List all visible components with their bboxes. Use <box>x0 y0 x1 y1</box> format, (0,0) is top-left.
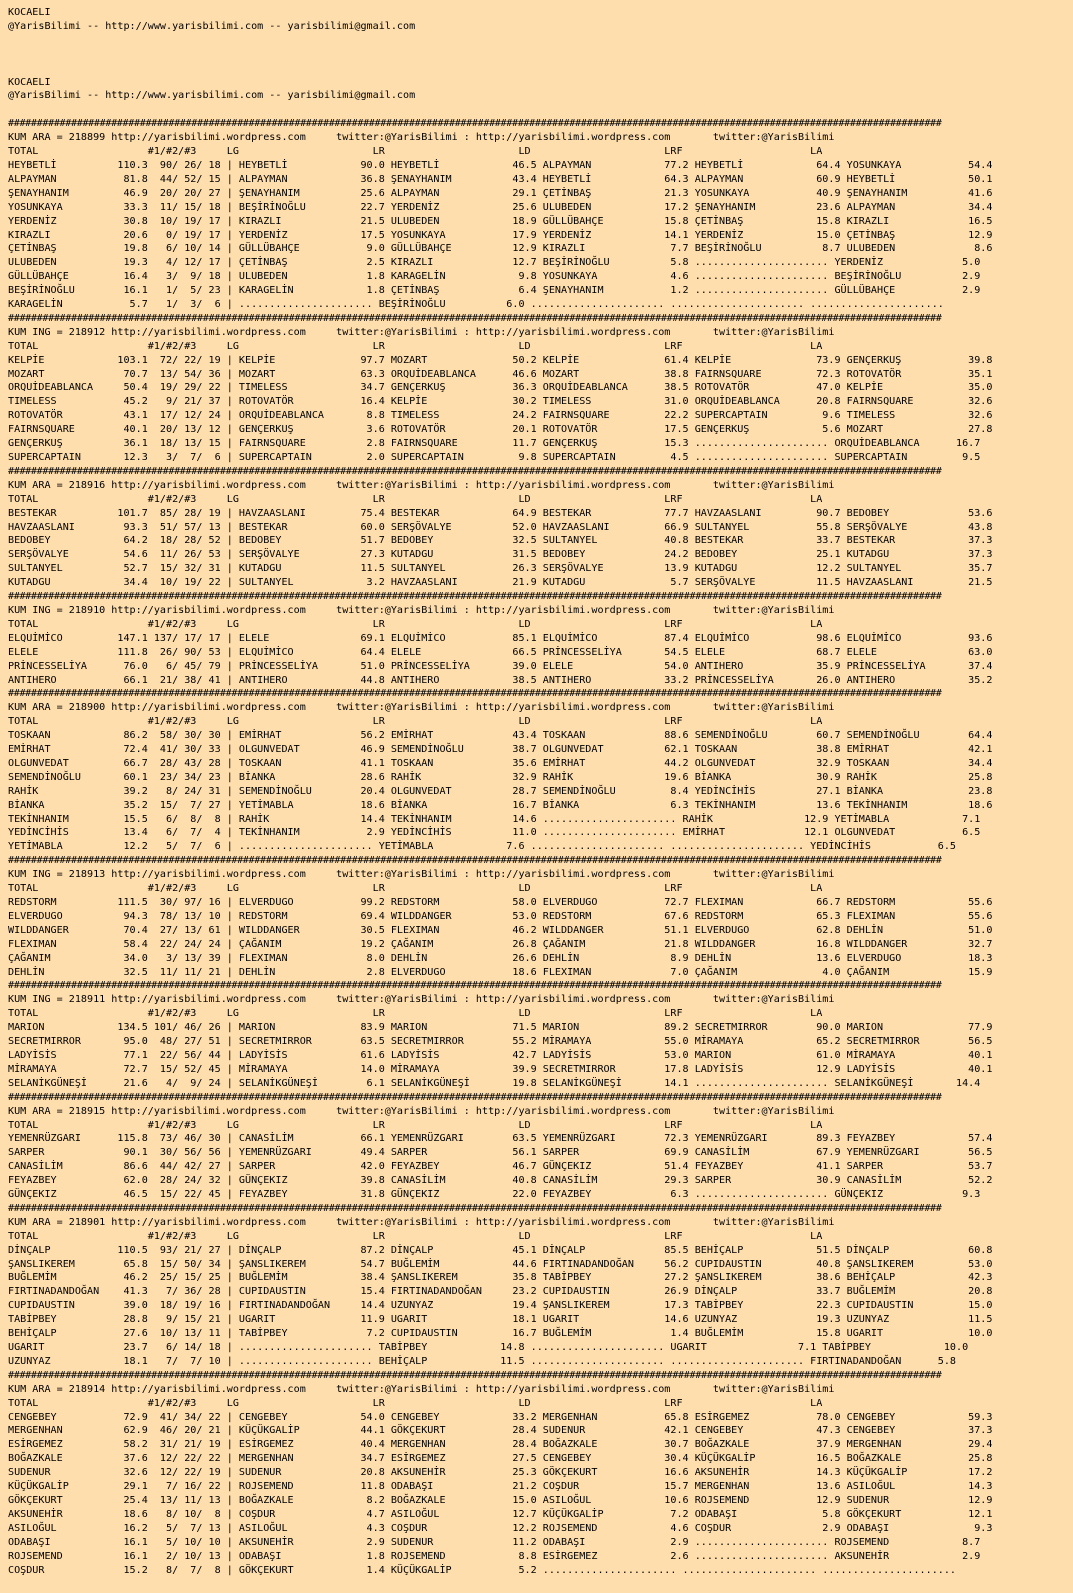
result-row: ROTOVATÖR 43.1 17/ 12/ 24 | ORQUİDEABLANCA 8.8 TIMELESS 24.2 FAIRNSQUARE 22.2 SUPERCAPTAIN 9.6 TIMELESS 32.6 <box>8 410 993 422</box>
result-row: TEKİNHANIM 15.5 6/ 8/ 8 | RAHİK 14.4 TEKİNHANIM 14.6 ...................... RAHİK 12.9 YETİMABLA 7.1 <box>8 813 981 825</box>
result-row: BESTEKAR 101.7 85/ 28/ 19 | HAVZAASLANI 75.4 BESTEKAR 64.9 BESTEKAR 77.7 HAVZAASLANI 90.7 BEDOBEY 53.6 <box>8 507 993 519</box>
result-row: ROJSEMEND 16.1 2/ 10/ 13 | ODABAŞI 1.8 ROJSEMEND 8.8 ESİRGEMEZ 2.6 ...................... AKSUNEHİR 2.9 <box>8 1550 981 1562</box>
column-header: TOTAL #1/#2/#3 LG LR LD LRF LA <box>8 1119 823 1131</box>
result-row: ANTIHERO 66.1 21/ 38/ 41 | ANTIHERO 44.8 ANTIHERO 38.5 ANTIHERO 33.2 PRİNCESSELİYA 26.0 ANTIHERO 35.2 <box>8 674 993 686</box>
result-row: ELELE 111.8 26/ 90/ 53 | ELQUİMİCO 64.4 ELELE 66.5 PRİNCESSELİYA 54.5 ELELE 68.7 ELELE 63.0 <box>8 646 993 658</box>
result-row: BEDOBEY 64.2 18/ 28/ 52 | BEDOBEY 51.7 BEDOBEY 32.5 SULTANYEL 40.8 BESTEKAR 33.7 BESTEKAR 37.3 <box>8 535 993 547</box>
header-line: @YarisBilimi -- http://www.yarisbilimi.com -- yarisbilimi@gmail.com <box>8 20 416 32</box>
result-row: REDSTORM 111.5 30/ 97/ 16 | ELVERDUGO 99.2 REDSTORM 58.0 ELVERDUGO 72.7 FLEXIMAN 66.7 REDSTORM 55.6 <box>8 897 993 908</box>
result-row: BEHİÇALP 27.6 10/ 13/ 11 | TABİPBEY 7.2 CUPIDAUSTIN 16.7 BUĞLEMİM 1.4 BUĞLEMİM 15.8 UGARIT 10.0 <box>8 1328 993 1340</box>
result-row: ELVERDUGO 94.3 78/ 13/ 10 | REDSTORM 69.4 WILDDANGER 53.0 REDSTORM 67.6 REDSTORM 65.3 FLEXIMAN 55.6 <box>8 910 993 922</box>
result-row: FAIRNSQUARE 40.1 20/ 13/ 12 | GENÇERKUŞ 3.6 ROTOVATÖR 20.1 ROTOVATÖR 17.5 GENÇERKUŞ 5.6 MOZART 27.8 <box>8 424 993 436</box>
result-row: UZUNYAZ 18.1 7/ 7/ 10 | ...................... BEHİÇALP 11.5 ...................... ...................... FIRTINADANDOĞAN 5.8 <box>8 1355 957 1367</box>
column-header: TOTAL #1/#2/#3 LG LR LD LRF LA <box>8 1230 823 1242</box>
result-row: YEMENRÜZGARI 115.8 73/ 46/ 30 | CANASİLİM 66.1 YEMENRÜZGARI 63.5 YEMENRÜZGARI 72.3 YEMENRÜZGARI 89.3 FEYAZBEY 57.4 <box>8 1133 993 1145</box>
result-row: ÇAĞANIM 34.0 3/ 13/ 39 | FLEXIMAN 8.0 DEHLİN 26.6 DEHLİN 8.9 DEHLİN 13.6 ELVERDUGO 18.3 <box>8 952 993 964</box>
header-line <box>8 34 1065 48</box>
result-row: COŞDUR 15.2 8/ 7/ 8 | GÖKÇEKURT 1.4 KÜÇÜKGALİP 5.2 ...................... ...................... ...................... <box>8 1564 957 1576</box>
result-row: CANASİLİM 86.6 44/ 42/ 27 | SARPER 42.0 FEYAZBEY 46.7 GÜNÇEKIZ 51.4 FEYAZBEY 41.1 SARPER 53.7 <box>8 1161 993 1173</box>
result-row: SULTANYEL 52.7 15/ 32/ 31 | KUTADGU 11.5 SULTANYEL 26.3 SERŞÖVALYE 13.9 KUTADGU 12.2 SULTANYEL 35.7 <box>8 563 993 575</box>
race-heading: KUM ARA = 218914 http://yarisbilimi.wordpress.com twitter:@YarisBilimi : http://yarisbilimi.wordpress.com twitter:@YarisBilimi <box>8 1383 835 1395</box>
hash-separator: ################################################################################################################################################################### <box>8 1091 942 1103</box>
result-row: ŞENAYHANIM 46.9 20/ 20/ 27 | ŞENAYHANIM 25.6 ALPAYMAN 29.1 ÇETİNBAŞ 21.3 YOSUNKAYA 40.9 ŞENAYHANIM 41.6 <box>8 187 993 199</box>
result-row: SUDENUR 32.6 12/ 22/ 19 | SUDENUR 20.8 AKSUNEHİR 25.3 GÖKÇEKURT 16.6 AKSUNEHİR 14.3 KÜÇÜKGALİP 17.2 <box>8 1467 993 1479</box>
result-row: SELANİKGÜNEŞİ 21.6 4/ 9/ 24 | SELANİKGÜNEŞİ 6.1 SELANİKGÜNEŞİ 19.8 SELANİKGÜNEŞİ 14.1 ...................... SELANİKGÜNEŞİ 14.4 <box>8 1077 981 1089</box>
result-row: DİNÇALP 110.5 93/ 21/ 27 | DİNÇALP 87.2 DİNÇALP 45.1 DİNÇALP 85.5 BEHİÇALP 51.5 DİNÇALP 60.8 <box>8 1244 993 1256</box>
result-row: HAVZAASLANI 93.3 51/ 57/ 13 | BESTEKAR 60.0 SERŞÖVALYE 52.0 HAVZAASLANI 66.9 SULTANYEL 55.8 SERŞÖVALYE 43.8 <box>8 521 993 533</box>
result-row: KUTADGU 34.4 10/ 19/ 22 | SULTANYEL 3.2 HAVZAASLANI 21.9 KUTADGU 5.7 SERŞÖVALYE 11.5 HAVZAASLANI 21.5 <box>8 577 993 589</box>
result-row: KÜÇÜKGALİP 29.1 7/ 16/ 22 | ROJSEMEND 11.8 ODABAŞI 21.2 COŞDUR 15.7 MERGENHAN 13.6 ASILOĞUL 14.3 <box>8 1481 993 1493</box>
result-row: ODABAŞI 16.1 5/ 10/ 10 | AKSUNEHİR 2.9 SUDENUR 11.2 ODABAŞI 2.9 ...................... ROJSEMEND 8.7 <box>8 1536 981 1548</box>
hash-separator: ################################################################################################################################################################### <box>8 1202 942 1214</box>
result-row: GÖKÇEKURT 25.4 13/ 11/ 13 | BOĞAZKALE 8.2 BOĞAZKALE 15.0 ASILOĞUL 10.6 ROJSEMEND 12.9 SUDENUR 12.9 <box>8 1494 993 1506</box>
result-row: SARPER 90.1 30/ 56/ 56 | YEMENRÜZGARI 49.4 SARPER 56.1 SARPER 69.9 CANASİLİM 67.9 YEMENRÜZGARI 56.5 <box>8 1147 993 1159</box>
result-row: ASILOĞUL 16.2 5/ 7/ 13 | ASILOĞUL 4.3 COŞDUR 12.2 ROJSEMEND 4.6 COŞDUR 2.9 ODABAŞI 9.3 <box>8 1522 993 1534</box>
result-row: TABİPBEY 28.8 9/ 15/ 21 | UGARIT 11.9 UGARIT 18.1 UGARIT 14.6 UZUNYAZ 19.3 UZUNYAZ 11.5 <box>8 1314 993 1326</box>
result-row: FLEXIMAN 58.4 22/ 24/ 24 | ÇAĞANIM 19.2 ÇAĞANIM 26.8 ÇAĞANIM 21.8 WILDDANGER 16.8 WILDDANGER 32.7 <box>8 938 993 950</box>
result-row: GENÇERKUŞ 36.1 18/ 13/ 15 | FAIRNSQUARE 2.8 FAIRNSQUARE 11.7 GENÇERKUŞ 15.3 ...................... ORQUİDEABLANCA 16.7 <box>8 438 981 450</box>
header-line: KOCAELI <box>8 7 51 18</box>
result-row: ELQUİMİCO 147.1 137/ 17/ 17 | ELELE 69.1 ELQUİMİCO 85.1 ELQUİMİCO 87.4 ELQUİMİCO 98.6 ELQUİMİCO 93.6 <box>8 632 993 644</box>
hash-separator: ################################################################################################################################################################### <box>8 465 942 477</box>
result-row: DEHLİN 32.5 11/ 11/ 21 | DEHLİN 2.8 ELVERDUGO 18.6 FLEXIMAN 7.0 ÇAĞANIM 4.0 ÇAĞANIM 15.9 <box>8 966 993 978</box>
column-header: TOTAL #1/#2/#3 LG LR LD LRF LA <box>8 1008 823 1020</box>
result-row: MERGENHAN 62.9 46/ 20/ 21 | KÜÇÜKGALİP 44.1 GÖKÇEKURT 28.4 SUDENUR 42.1 CENGEBEY 47.3 CENGEBEY 37.3 <box>8 1425 993 1437</box>
race-heading: KUM ING = 218910 http://yarisbilimi.wordpress.com twitter:@YarisBilimi : http://yarisbilimi.wordpress.com twitter:@YarisBilimi <box>8 604 835 616</box>
header-line <box>8 103 1065 117</box>
result-row: HEYBETLİ 110.3 90/ 26/ 18 | HEYBETLİ 90.0 HEYBETLİ 46.5 ALPAYMAN 77.2 HEYBETLİ 64.4 YOSUNKAYA 54.4 <box>8 159 993 171</box>
column-header: TOTAL #1/#2/#3 LG LR LD LRF LA <box>8 493 823 505</box>
race-heading: KUM ARA = 218915 http://yarisbilimi.wordpress.com twitter:@YarisBilimi : http://yarisbilimi.wordpress.com twitter:@YarisBilimi <box>8 1105 835 1117</box>
header-line <box>8 48 1065 62</box>
result-row: CENGEBEY 72.9 41/ 34/ 22 | CENGEBEY 54.0 CENGEBEY 33.2 MERGENHAN 65.8 ESİRGEMEZ 78.0 CENGEBEY 59.3 <box>8 1411 993 1423</box>
hash-separator: ################################################################################################################################################################### <box>8 591 942 603</box>
race-heading: KUM ING = 218912 http://yarisbilimi.wordpress.com twitter:@YarisBilimi : http://yarisbilimi.wordpress.com twitter:@YarisBilimi <box>8 326 835 338</box>
hash-separator: ################################################################################################################################################################### <box>8 688 942 700</box>
result-row: BOĞAZKALE 37.6 12/ 22/ 22 | MERGENHAN 34.7 ESİRGEMEZ 27.5 CENGEBEY 30.4 KÜÇÜKGALİP 16.5 BOĞAZKALE 25.8 <box>8 1453 993 1465</box>
hash-separator: ################################################################################################################################################################### <box>8 312 942 324</box>
result-row: ESİRGEMEZ 58.2 31/ 21/ 19 | ESİRGEMEZ 40.4 MERGENHAN 28.4 BOĞAZKALE 30.7 BOĞAZKALE 37.9 MERGENHAN 29.4 <box>8 1439 993 1451</box>
result-row: CUPIDAUSTIN 39.0 18/ 19/ 16 | FIRTINADANDOĞAN 14.4 UZUNYAZ 19.4 ŞANSLIKEREM 17.3 TABİPBEY 22.3 CUPIDAUSTIN 15.0 <box>8 1300 993 1312</box>
result-row: ÇETİNBAŞ 19.8 6/ 10/ 14 | GÜLLÜBAHÇE 9.0 GÜLLÜBAHÇE 12.9 KIRAZLI 7.7 BEŞİRİNOĞLU 8.7 ULUBEDEN 8.6 <box>8 243 993 255</box>
result-row: GÜLLÜBAHÇE 16.4 3/ 9/ 18 | ULUBEDEN 1.8 KARAGELİN 9.8 YOSUNKAYA 4.6 ...................... BEŞİRİNOĞLU 2.9 <box>8 271 981 283</box>
race-heading: KUM ARA = 218901 http://yarisbilimi.wordpress.com twitter:@YarisBilimi : http://yarisbilimi.wordpress.com twitter:@YarisBilimi <box>8 1216 835 1228</box>
result-row: FIRTINADANDOĞAN 41.3 7/ 36/ 28 | CUPIDAUSTIN 15.4 FIRTINADANDOĞAN 23.2 CUPIDAUSTIN 26.9 DİNÇALP 33.7 BUĞLEMİM 20.8 <box>8 1286 993 1298</box>
result-row: GÜNÇEKIZ 46.5 15/ 22/ 45 | FEYAZBEY 31.8 GÜNÇEKIZ 22.0 FEYAZBEY 6.3 ...................... GÜNÇEKIZ 9.3 <box>8 1189 981 1201</box>
column-header: TOTAL #1/#2/#3 LG LR LD LRF LA <box>8 716 823 728</box>
race-heading: KUM ARA = 218900 http://yarisbilimi.wordpress.com twitter:@YarisBilimi : http://yarisbilimi.wordpress.com twitter:@YarisBilimi <box>8 702 835 714</box>
result-row: EMİRHAT 72.4 41/ 30/ 33 | OLGUNVEDAT 46.9 SEMENDİNOĞLU 38.7 OLGUNVEDAT 62.1 TOSKAAN 38.8 EMİRHAT 42.1 <box>8 744 993 756</box>
result-row: TIMELESS 45.2 9/ 21/ 37 | ROTOVATÖR 16.4 KELPİE 30.2 TIMELESS 31.0 ORQUİDEABLANCA 20.8 FAIRNSQUARE 32.6 <box>8 396 993 408</box>
hash-separator: ################################################################################################################################################################### <box>8 855 942 867</box>
hash-separator: ################################################################################################################################################################### <box>8 1369 942 1381</box>
result-row: KELPİE 103.1 72/ 22/ 19 | KELPİE 97.7 MOZART 50.2 KELPİE 61.4 KELPİE 73.9 GENÇERKUŞ 39.8 <box>8 354 993 366</box>
result-row: TOSKAAN 86.2 58/ 30/ 30 | EMİRHAT 56.2 EMİRHAT 43.4 TOSKAAN 88.6 SEMENDİNOĞLU 60.7 SEMENDİNOĞLU 64.4 <box>8 730 993 742</box>
result-row: SUPERCAPTAIN 12.3 3/ 7/ 6 | SUPERCAPTAIN 2.0 SUPERCAPTAIN 9.8 SUPERCAPTAIN 4.5 ...................... SUPERCAPTAIN 9.5 <box>8 452 981 463</box>
result-row: FEYAZBEY 62.0 28/ 24/ 32 | GÜNÇEKIZ 39.8 CANASİLİM 40.8 CANASİLİM 29.3 SARPER 30.9 CANASİLİM 52.2 <box>8 1175 993 1187</box>
result-row: ŞANSLIKEREM 65.8 15/ 50/ 34 | ŞANSLIKEREM 54.7 BUĞLEMİM 44.6 FIRTINADANDOĞAN 56.2 CUPIDAUSTIN 40.8 ŞANSLIKEREM 53.0 <box>8 1258 993 1270</box>
result-row: ALPAYMAN 81.8 44/ 52/ 15 | ALPAYMAN 36.8 ŞENAYHANIM 43.4 HEYBETLİ 64.3 ALPAYMAN 60.9 HEYBETLİ 50.1 <box>8 173 993 185</box>
result-row: KARAGELİN 5.7 1/ 3/ 6 | ...................... BEŞİRİNOĞLU 6.0 ...................... ...................... ...................... <box>8 299 944 311</box>
result-row: YETİMABLA 12.2 5/ 7/ 6 | ...................... YETİMABLA 7.6 ...................... ...................... YEDİNCİHİS 6.5 <box>8 841 957 853</box>
column-header: TOTAL #1/#2/#3 LG LR LD LRF LA <box>8 340 823 352</box>
result-row: LADYİSİS 77.1 22/ 56/ 44 | LADYİSİS 61.6 LADYİSİS 42.7 LADYİSİS 53.0 MARION 61.0 MİRAMAYA 40.1 <box>8 1049 993 1061</box>
column-header: TOTAL #1/#2/#3 LG LR LD LRF LA <box>8 883 823 895</box>
column-header: TOTAL #1/#2/#3 LG LR LD LRF LA <box>8 618 823 630</box>
race-heading: KUM ARA = 218916 http://yarisbilimi.wordpress.com twitter:@YarisBilimi : http://yarisbilimi.wordpress.com twitter:@YarisBilimi <box>8 479 835 491</box>
result-row: RAHİK 39.2 8/ 24/ 31 | SEMENDİNOĞLU 20.4 OLGUNVEDAT 28.7 SEMENDİNOĞLU 8.4 YEDİNCİHİS 27.1 BİANKA 23.8 <box>8 785 993 797</box>
result-row: PRİNCESSELİYA 76.0 6/ 45/ 79 | PRİNCESSELİYA 51.0 PRİNCESSELİYA 39.0 ELELE 54.0 ANTIHERO 35.9 PRİNCESSELİYA 37.4 <box>8 660 993 672</box>
header-line: KOCAELI <box>8 76 51 88</box>
result-row: ORQUİDEABLANCA 50.4 19/ 29/ 22 | TIMELESS 34.7 GENÇERKUŞ 36.3 ORQUİDEABLANCA 38.5 ROTOVATÖR 47.0 KELPİE 35.0 <box>8 382 993 394</box>
result-row: SERŞÖVALYE 54.6 11/ 26/ 53 | SERŞÖVALYE 27.3 KUTADGU 31.5 BEDOBEY 24.2 BEDOBEY 25.1 KUTADGU 37.3 <box>8 549 993 561</box>
column-header: TOTAL #1/#2/#3 LG LR LD LRF LA <box>8 146 823 158</box>
result-row: KIRAZLI 20.6 0/ 19/ 17 | YERDENİZ 17.5 YOSUNKAYA 17.9 YERDENİZ 14.1 YERDENİZ 15.0 ÇETİNBAŞ 12.9 <box>8 229 993 241</box>
result-row: MİRAMAYA 72.7 15/ 52/ 45 | MİRAMAYA 14.0 MİRAMAYA 39.9 SECRETMIRROR 17.8 LADYİSİS 12.9 LADYİSİS 40.1 <box>8 1063 993 1075</box>
result-row: UGARIT 23.7 6/ 14/ 18 | ...................... TABİPBEY 14.8 ...................... UGARIT 7.1 TABİPBEY 10.0 <box>8 1342 969 1353</box>
hash-separator: ################################################################################################################################################################### <box>8 980 942 992</box>
result-row: WILDDANGER 70.4 27/ 13/ 61 | WILDDANGER 30.5 FLEXIMAN 46.2 WILDDANGER 51.1 ELVERDUGO 62.8 DEHLİN 51.0 <box>8 924 993 936</box>
result-row: BEŞİRİNOĞLU 16.1 1/ 5/ 23 | KARAGELİN 1.8 ÇETİNBAŞ 6.4 ŞENAYHANIM 1.2 ...................... GÜLLÜBAHÇE 2.9 <box>8 285 981 297</box>
result-row: BUĞLEMİM 46.2 25/ 15/ 25 | BUĞLEMİM 38.4 ŞANSLIKEREM 35.8 TABİPBEY 27.2 ŞANSLIKEREM 38.6 BEHİÇALP 42.3 <box>8 1272 993 1284</box>
result-row: SEMENDİNOĞLU 60.1 23/ 34/ 23 | BİANKA 28.6 RAHİK 32.9 RAHİK 19.6 BİANKA 30.9 RAHİK 25.8 <box>8 771 993 783</box>
header-line <box>8 62 1065 76</box>
result-row: YOSUNKAYA 33.3 11/ 15/ 18 | BEŞİRİNOĞLU 22.7 YERDENİZ 25.6 ULUBEDEN 17.2 ŞENAYHANIM 23.6 ALPAYMAN 34.4 <box>8 201 993 213</box>
result-row: OLGUNVEDAT 66.7 28/ 43/ 28 | TOSKAAN 41.1 TOSKAAN 35.6 EMİRHAT 44.2 OLGUNVEDAT 32.9 TOSKAAN 34.4 <box>8 757 993 769</box>
result-row: SECRETMIRROR 95.0 48/ 27/ 51 | SECRETMIRROR 63.5 SECRETMIRROR 55.2 MİRAMAYA 55.0 MİRAMAYA 65.2 SECRETMIRROR 56.5 <box>8 1036 993 1048</box>
hash-separator: ################################################################################################################################################################### <box>8 118 942 130</box>
result-row: AKSUNEHİR 18.6 8/ 10/ 8 | COŞDUR 4.7 ASILOĞUL 12.7 KÜÇÜKGALİP 7.2 ODABAŞI 5.8 GÖKÇEKURT 12.1 <box>8 1508 993 1520</box>
race-heading: KUM ING = 218913 http://yarisbilimi.wordpress.com twitter:@YarisBilimi : http://yarisbilimi.wordpress.com twitter:@YarisBilimi <box>8 869 835 881</box>
race-heading: KUM ARA = 218899 http://yarisbilimi.wordpress.com twitter:@YarisBilimi : http://yarisbilimi.wordpress.com twitter:@YarisBilimi <box>8 132 835 144</box>
header-line: @YarisBilimi -- http://www.yarisbilimi.com -- yarisbilimi@gmail.com <box>8 90 416 102</box>
result-row: MARION 134.5 101/ 46/ 26 | MARION 83.9 MARION 71.5 MARION 89.2 SECRETMIRROR 90.0 MARION 77.9 <box>8 1022 993 1034</box>
result-row: ULUBEDEN 19.3 4/ 12/ 17 | ÇETİNBAŞ 2.5 KIRAZLI 12.7 BEŞİRİNOĞLU 5.8 ...................... YERDENİZ 5.0 <box>8 257 981 269</box>
result-row: YERDENİZ 30.8 10/ 19/ 17 | KIRAZLI 21.5 ULUBEDEN 18.9 GÜLLÜBAHÇE 15.8 ÇETİNBAŞ 15.8 KIRAZLI 16.5 <box>8 215 993 227</box>
result-row: MOZART 70.7 13/ 54/ 36 | MOZART 63.3 ORQUİDEABLANCA 46.6 MOZART 38.8 FAIRNSQUARE 72.3 ROTOVATÖR 35.1 <box>8 368 993 380</box>
result-row: YEDİNCİHİS 13.4 6/ 7/ 4 | TEKİNHANIM 2.9 YEDİNCİHİS 11.0 ...................... EMİRHAT 12.1 OLGUNVEDAT 6.5 <box>8 827 981 839</box>
column-header: TOTAL #1/#2/#3 LG LR LD LRF LA <box>8 1397 823 1409</box>
race-heading: KUM ING = 218911 http://yarisbilimi.wordpress.com twitter:@YarisBilimi : http://yarisbilimi.wordpress.com twitter:@YarisBilimi <box>8 994 835 1006</box>
result-row: BİANKA 35.2 15/ 7/ 27 | YETİMABLA 18.6 BİANKA 16.7 BİANKA 6.3 TEKİNHANIM 13.6 TEKİNHANIM 18.6 <box>8 799 993 811</box>
